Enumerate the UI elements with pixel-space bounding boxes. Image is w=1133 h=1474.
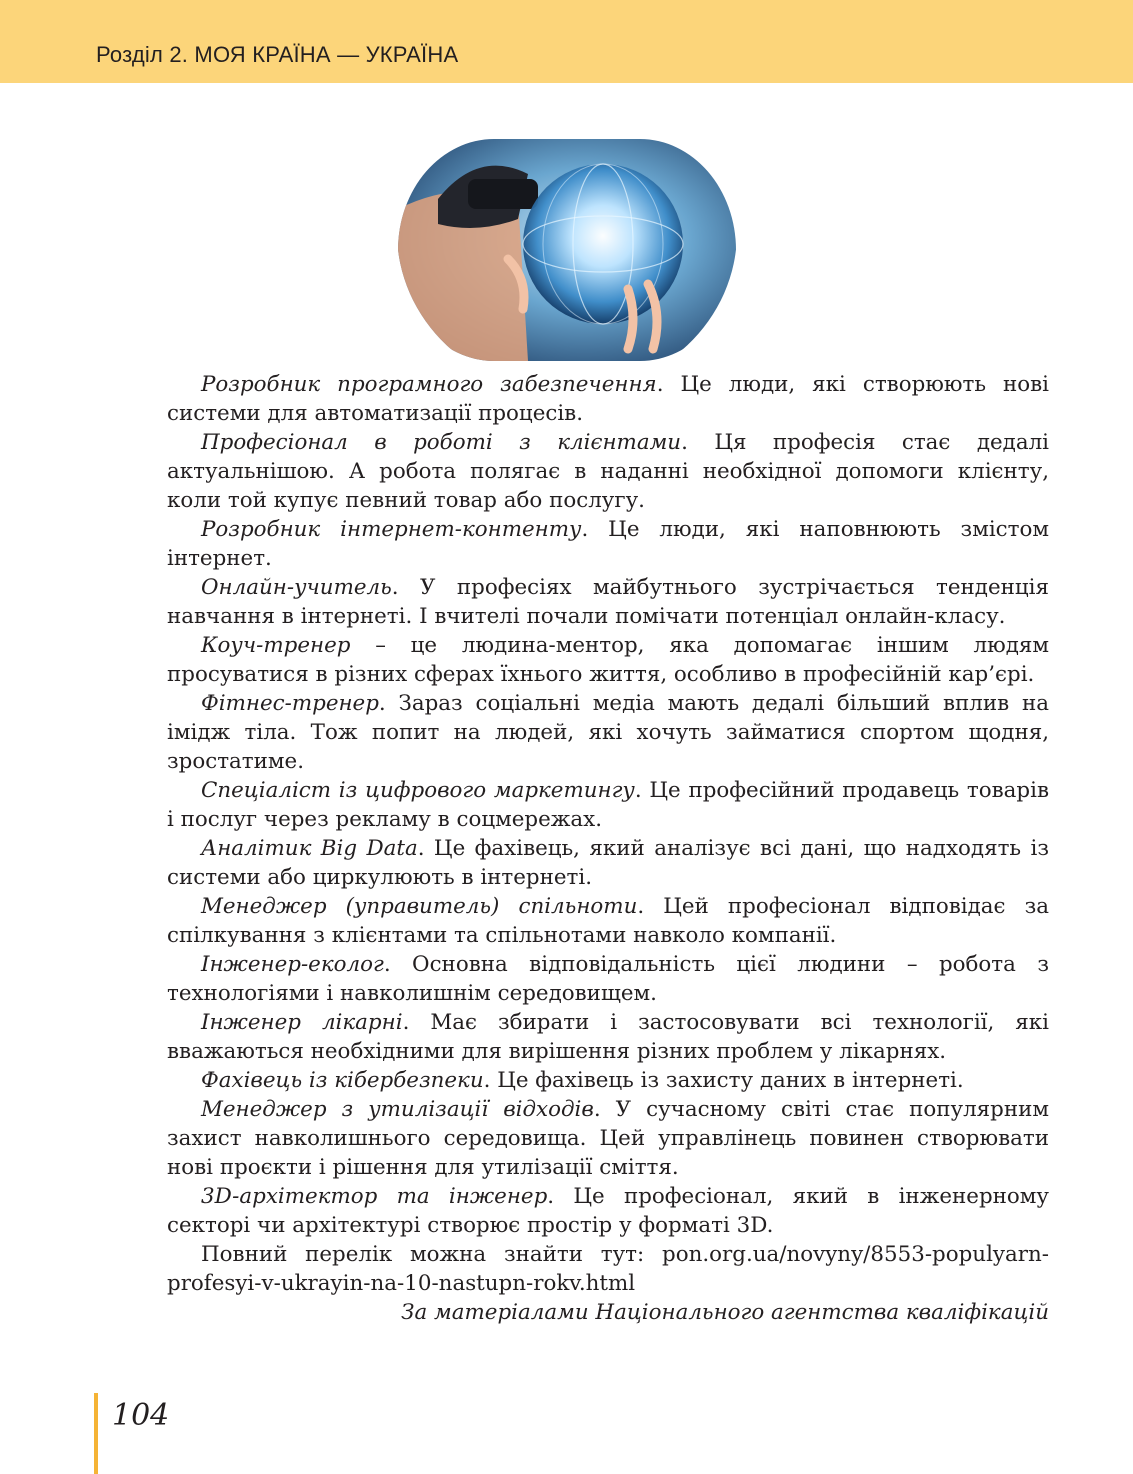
paragraph: [167, 1095, 1049, 1182]
profession-term: Фітнес-тренер: [201, 691, 379, 716]
paragraph: [167, 892, 1049, 950]
paragraph: [167, 428, 1049, 515]
profession-description: . Це люди, які створюють нові системи для автоматизації процесів.: [167, 372, 1049, 426]
profession-description: . Це фахівець, який аналізує всі дані, що надходять із системи або циркулюють в інтернеті.: [167, 836, 1049, 890]
profession-term: Менеджер з утилізації відходів: [201, 1097, 594, 1122]
profession-description: . Має збирати і застосовувати всі технології, які вважаються необхідними для вирішення різних проблем у лікарнях.: [167, 1010, 1049, 1064]
profession-term: Коуч-тренер: [201, 633, 351, 658]
profession-term: 3D-архітектор та інженер: [201, 1184, 548, 1209]
profession-term: Інженер лікарні: [201, 1010, 403, 1035]
profession-description: . У сучасному світі стає популярним захист навколишнього середовища. Цей управлінець повинен створювати нові проєкти і рішення для утилізації сміття.: [167, 1097, 1049, 1180]
profession-description: . Це люди, які наповнюють змістом інтернет.: [167, 517, 1050, 571]
profession-description: . Це професійний продавець товарів і послуг через рекламу в соцмережах.: [167, 778, 1049, 832]
paragraph: [167, 950, 1049, 1008]
link-paragraph: Повний перелік можна знайти тут: pon.org.ua/novyny/8553-populyarn-profesyi-v-ukrayin-na-10-nastupn-rokv.html: [167, 1242, 1049, 1296]
paragraph: [167, 515, 1049, 573]
profession-description: . Це професіонал, який в інженерному секторі чи архітектурі створює простір у форматі 3D.: [167, 1184, 1049, 1238]
section-title: Розділ 2. МОЯ КРАЇНА — УКРАЇНА: [96, 42, 459, 67]
profession-term: Онлайн-учитель: [201, 575, 392, 600]
paragraph: [167, 631, 1049, 689]
paragraph: [167, 776, 1049, 834]
paragraph: [167, 689, 1049, 776]
profession-term: Розробник інтернет-контенту: [201, 517, 582, 542]
profession-description: – це людина-ментор, яка допомагає іншим людям просуватися в різних сферах їхнього життя, особливо в професійній кар’єрі.: [167, 633, 1049, 687]
profession-term: Інженер-еколог: [201, 952, 384, 977]
paragraph: [167, 834, 1049, 892]
paragraph: [167, 1008, 1049, 1066]
profession-term: Аналітик Big Data: [201, 836, 418, 861]
profession-description: . Цей професіонал відповідає за спілкування з клієнтами та спільнотами навколо компанії.: [167, 894, 1049, 948]
profession-description: . Ця професія стає дедалі актуальнішою. А робота полягає в наданні необхідної допомоги клієнту, коли той купує певний товар або послугу.: [167, 430, 1050, 513]
paragraph: [167, 370, 1049, 428]
page-number: 104: [112, 1398, 170, 1433]
profession-term: Професіонал в роботі з клієнтами: [201, 430, 682, 455]
profession-term: Менеджер (управитель) спільноти: [201, 894, 638, 919]
profession-description: . У професіях майбутнього зустрічається тенденція навчання в інтернеті. І вчителі почали помічати потенціал онлайн-класу.: [167, 575, 1049, 629]
profession-term: Фахівець із кібербезпеки: [201, 1068, 484, 1093]
page-number-bar: [94, 1393, 98, 1474]
profession-description: . Зараз соціальні медіа мають дедалі більший вплив на імідж тіла. Тож попит на людей, які хочуть займатися спортом щодня, зростатиме.: [167, 691, 1049, 774]
vr-globe-photo-icon: [398, 139, 736, 361]
paragraph: [167, 1066, 1049, 1095]
source-attribution: За матеріалами Національного агентства кваліфікацій: [401, 1300, 1049, 1325]
profession-term: Спеціаліст із цифрового маркетингу: [201, 778, 635, 803]
profession-description: . Це фахівець із захисту даних в інтернеті.: [483, 1068, 964, 1093]
profession-term: Розробник програмного забезпечення: [201, 372, 657, 397]
paragraph: [167, 1182, 1049, 1240]
profession-description: . Основна відповідальність цієї людини – робота з технологіями і навколишнім середовищем.: [167, 952, 1049, 1006]
paragraph: [167, 573, 1049, 631]
article-body: [167, 370, 1049, 1327]
